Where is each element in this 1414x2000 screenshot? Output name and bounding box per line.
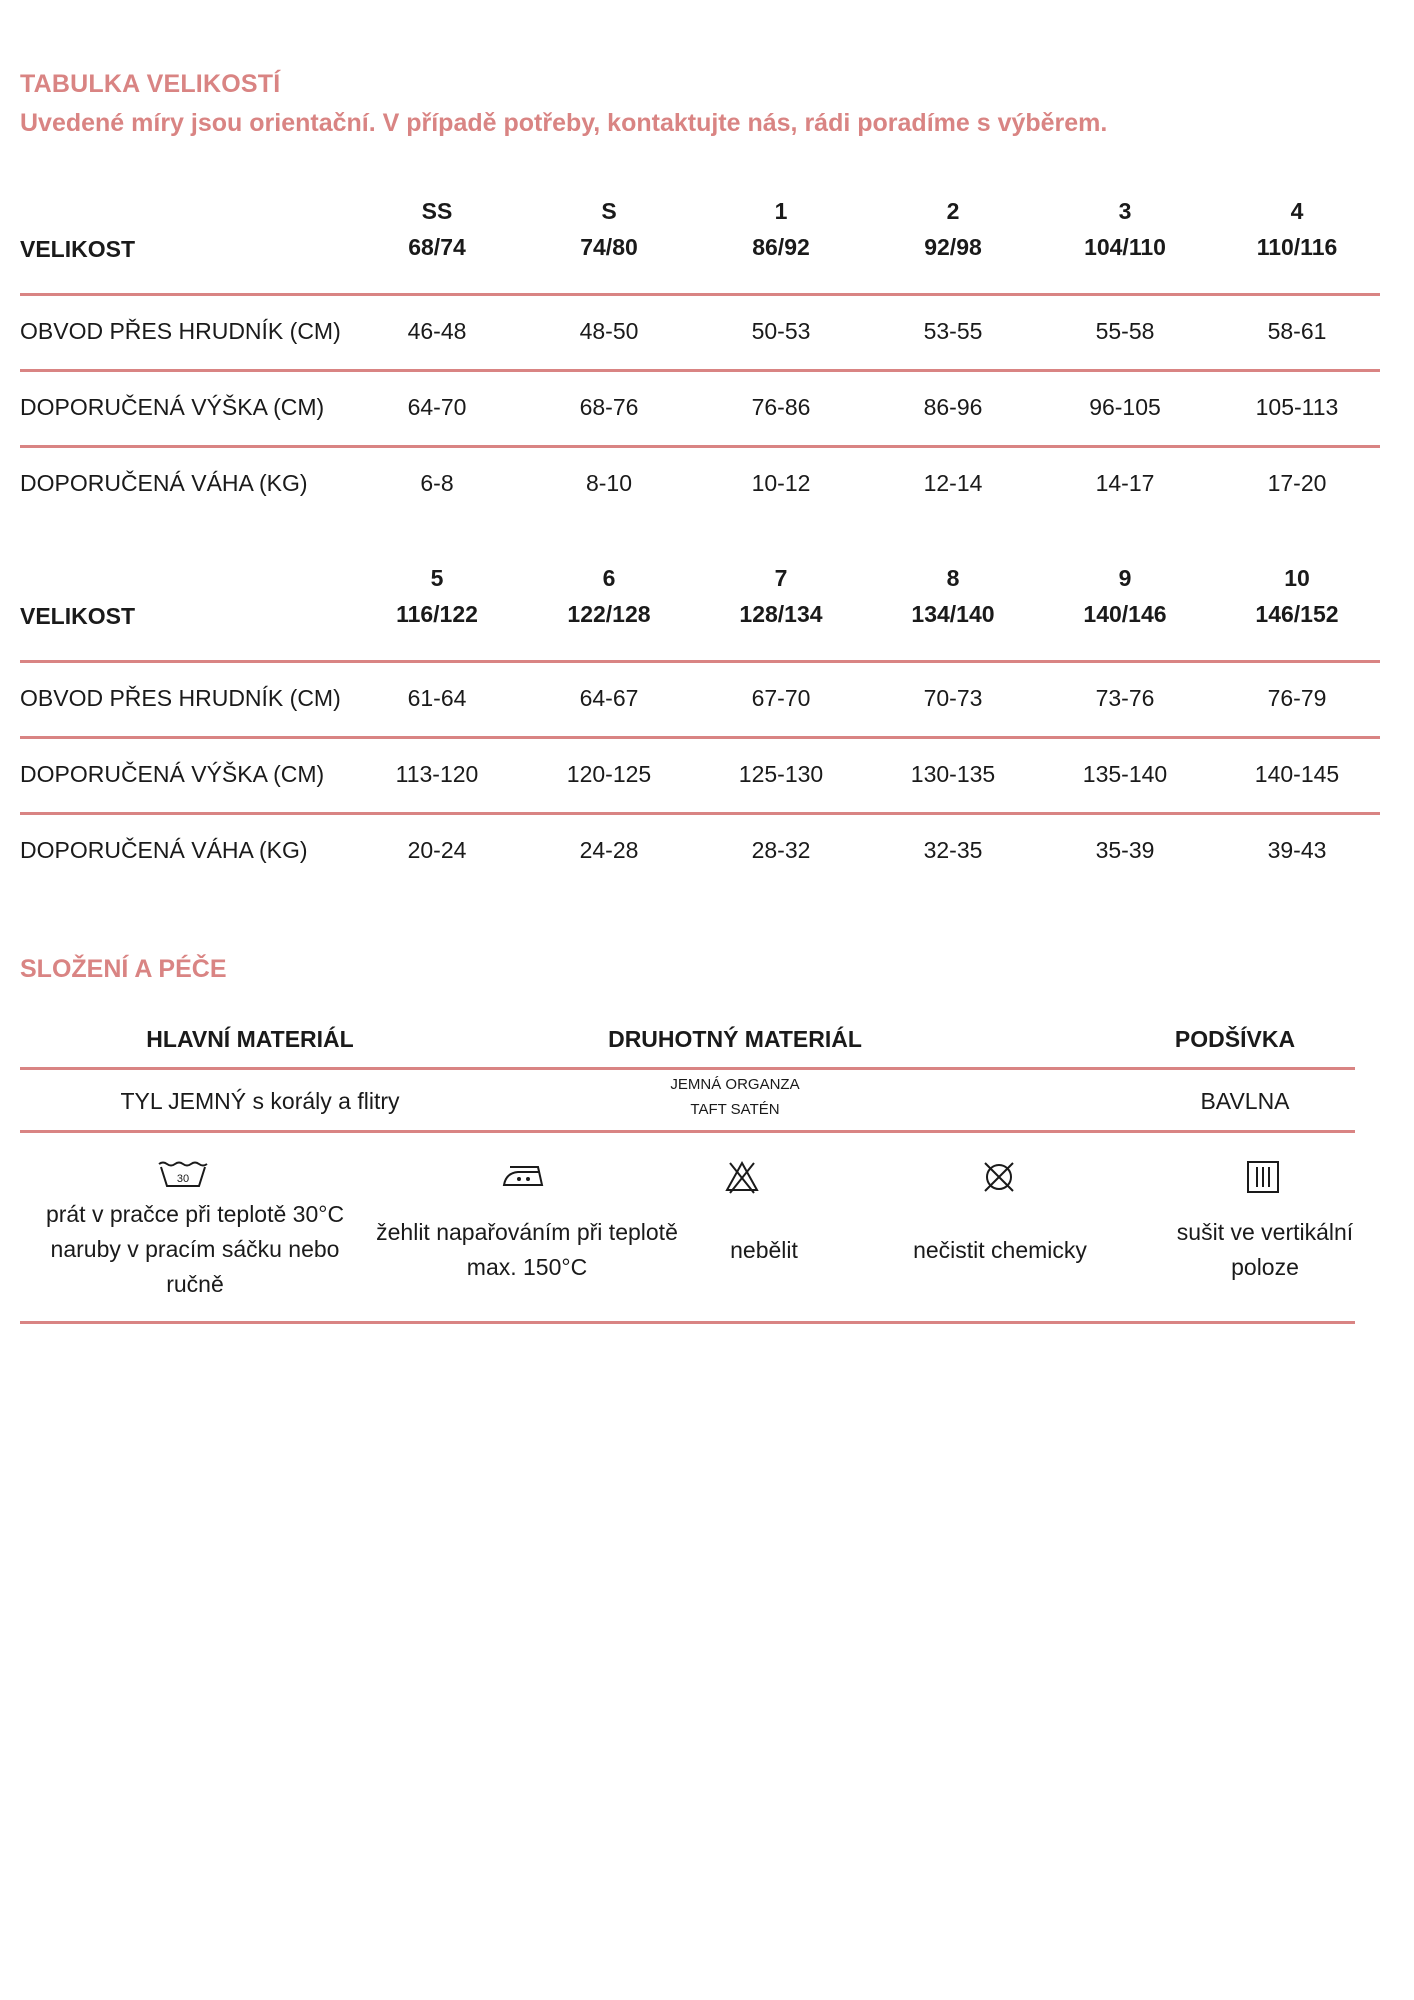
care-text: nečistit chemicky xyxy=(913,1237,1087,1263)
table-row xyxy=(20,448,1380,521)
row-label: DOPORUČENÁ VÝŠKA (CM) xyxy=(20,761,325,787)
header-label: VELIKOST xyxy=(20,236,136,262)
size-range: 110/116 xyxy=(1256,234,1338,260)
size-code: 2 xyxy=(946,198,960,224)
composition-table xyxy=(20,1015,1355,1324)
row-label: OBVOD PŘES HRUDNÍK (CM) xyxy=(20,685,341,711)
table-row xyxy=(20,372,1380,448)
table-cell: 86-96 xyxy=(923,394,983,420)
size-code: 5 xyxy=(430,565,444,591)
table-cell: 58-61 xyxy=(1267,318,1327,344)
row-label: DOPORUČENÁ VÁHA (KG) xyxy=(20,470,308,496)
lining-value: BAVLNA xyxy=(1200,1088,1290,1114)
no-bleach-icon xyxy=(724,1159,760,1195)
size-code: 1 xyxy=(774,198,788,224)
table-cell: 113-120 xyxy=(395,761,479,787)
size-table-1 xyxy=(20,198,1380,521)
table-cell: 61-64 xyxy=(407,685,467,711)
size-table-header xyxy=(20,565,1380,663)
table-cell: 140-145 xyxy=(1254,761,1340,787)
table-cell: 120-125 xyxy=(566,761,652,787)
table-cell: 64-67 xyxy=(579,685,639,711)
secondary-material-value-1: JEMNÁ ORGANZA xyxy=(670,1076,800,1093)
size-range: 122/128 xyxy=(567,601,651,627)
size-code: 8 xyxy=(946,565,960,591)
table-cell: 17-20 xyxy=(1267,470,1327,496)
size-code: 10 xyxy=(1284,565,1310,591)
size-code: 3 xyxy=(1118,198,1132,224)
table-row xyxy=(20,815,1380,888)
table-cell: 14-17 xyxy=(1095,470,1155,496)
row-label: DOPORUČENÁ VÁHA (KG) xyxy=(20,837,308,863)
table-cell: 46-48 xyxy=(407,318,467,344)
size-range: 134/140 xyxy=(911,601,995,627)
table-row xyxy=(20,663,1380,739)
table-row xyxy=(20,739,1380,815)
size-code: S xyxy=(601,198,617,224)
lining-header: PODŠÍVKA xyxy=(1174,1026,1296,1052)
size-range: 116/122 xyxy=(396,601,478,627)
row-label: OBVOD PŘES HRUDNÍK (CM) xyxy=(20,318,341,344)
composition-header xyxy=(20,1015,1355,1070)
table-cell: 96-105 xyxy=(1089,394,1161,420)
size-table-2 xyxy=(20,565,1380,888)
secondary-material-value-2: TAFT SATÉN xyxy=(690,1101,780,1118)
table-cell: 32-35 xyxy=(923,837,983,863)
composition-values-row xyxy=(20,1070,1355,1133)
composition-title: SLOŽENÍ A PÉČE xyxy=(20,955,227,983)
table-cell: 125-130 xyxy=(738,761,824,787)
table-cell: 68-76 xyxy=(579,394,639,420)
drip-dry-icon xyxy=(1245,1159,1281,1195)
table-cell: 20-24 xyxy=(407,837,467,863)
care-item-iron xyxy=(372,1133,682,1321)
table-cell: 135-140 xyxy=(1082,761,1168,787)
care-text: sušit ve vertikální poloze xyxy=(1176,1219,1354,1280)
size-code: 6 xyxy=(602,565,616,591)
table-cell: 10-12 xyxy=(751,470,811,496)
care-text: nebělit xyxy=(730,1237,798,1263)
table-cell: 76-79 xyxy=(1267,685,1327,711)
care-item-wash xyxy=(20,1133,370,1321)
table-cell: 39-43 xyxy=(1267,837,1327,863)
size-range: 146/152 xyxy=(1255,601,1339,627)
care-item-bleach xyxy=(684,1133,844,1321)
table-cell: 130-135 xyxy=(910,761,996,787)
page-title: TABULKA VELIKOSTÍ xyxy=(20,70,281,98)
size-range: 104/110 xyxy=(1084,234,1166,260)
care-instructions xyxy=(20,1133,1355,1324)
table-cell: 50-53 xyxy=(751,318,811,344)
table-cell: 53-55 xyxy=(923,318,983,344)
table-cell: 48-50 xyxy=(579,318,639,344)
size-table-header xyxy=(20,198,1380,296)
care-item-dry xyxy=(1145,1133,1385,1321)
size-code: 7 xyxy=(774,565,788,591)
size-range: 92/98 xyxy=(924,234,982,260)
size-code: 9 xyxy=(1118,565,1132,591)
secondary-material-header: DRUHOTNÝ MATERIÁL xyxy=(608,1026,862,1052)
table-cell: 76-86 xyxy=(751,394,811,420)
table-cell: 24-28 xyxy=(579,837,639,863)
size-code: 4 xyxy=(1290,198,1304,224)
size-range: 68/74 xyxy=(408,234,466,260)
table-cell: 8-10 xyxy=(585,470,633,496)
care-text: žehlit napařováním při teplotě max. 150°C xyxy=(376,1219,678,1280)
iron-steam-icon xyxy=(502,1159,550,1191)
table-cell: 6-8 xyxy=(420,470,454,496)
table-cell: 55-58 xyxy=(1095,318,1155,344)
main-material-header: HLAVNÍ MATERIÁL xyxy=(146,1026,354,1052)
main-material-value: TYL JEMNÝ s korály a flitry xyxy=(120,1088,400,1114)
table-cell: 12-14 xyxy=(923,470,983,496)
wash-temp-label: 30 xyxy=(176,1173,190,1185)
table-row xyxy=(20,296,1380,372)
table-cell: 64-70 xyxy=(407,394,467,420)
header-label: VELIKOST xyxy=(20,603,136,629)
size-code: SS xyxy=(421,198,453,224)
table-cell: 67-70 xyxy=(751,685,811,711)
table-cell: 105-113 xyxy=(1255,394,1339,420)
care-text: prát v pračce při teplotě 30°C naruby v pracím sáčku nebo ručně xyxy=(45,1201,345,1297)
table-cell: 73-76 xyxy=(1095,685,1155,711)
size-range: 140/146 xyxy=(1083,601,1167,627)
page-subtitle: Uvedené míry jsou orientační. V případě potřeby, kontaktujte nás, rádi poradíme s výběrem. xyxy=(20,109,1108,137)
table-cell: 70-73 xyxy=(923,685,983,711)
row-label: DOPORUČENÁ VÝŠKA (CM) xyxy=(20,394,325,420)
wash-30-icon xyxy=(157,1159,209,1189)
no-dry-clean-icon xyxy=(981,1159,1017,1195)
size-range: 128/134 xyxy=(739,601,823,627)
table-cell: 28-32 xyxy=(751,837,811,863)
size-range: 74/80 xyxy=(580,234,638,260)
table-cell: 35-39 xyxy=(1095,837,1155,863)
size-range: 86/92 xyxy=(752,234,810,260)
care-item-dry-clean xyxy=(880,1133,1120,1321)
